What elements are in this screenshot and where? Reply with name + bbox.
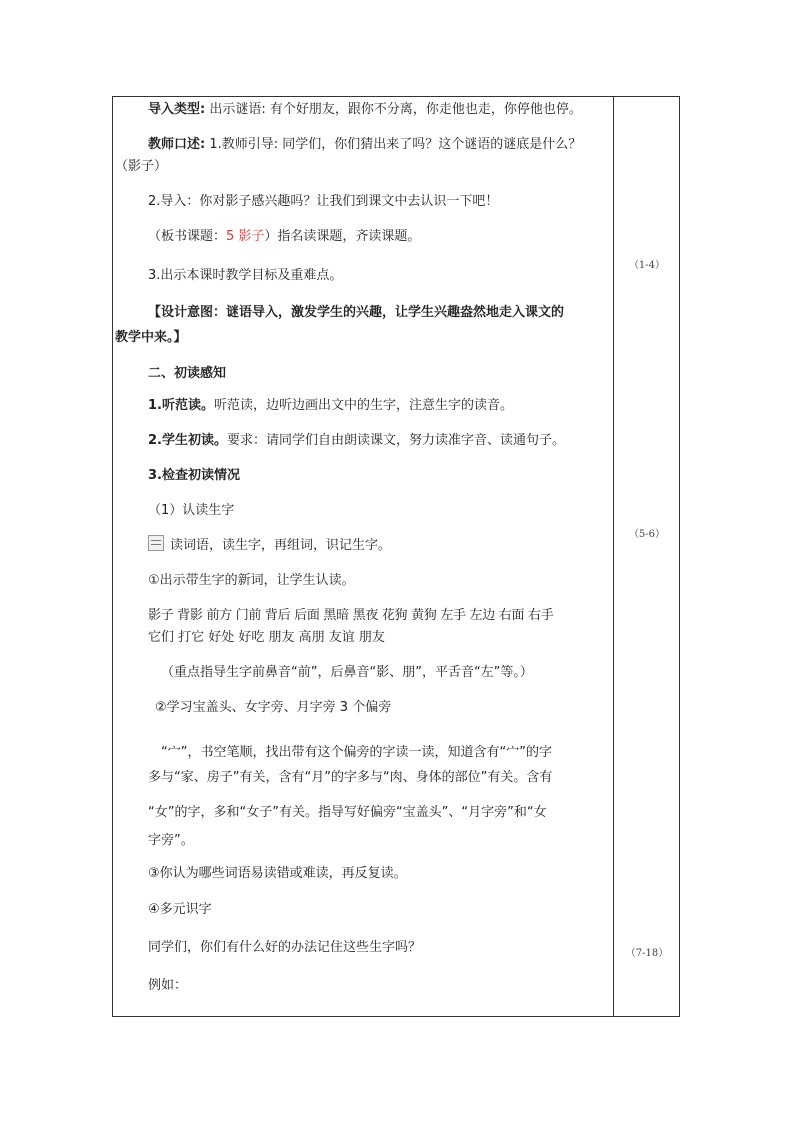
design-intent-line-2: 教学中来。】	[115, 330, 187, 345]
time-mark-2: （5-6）	[628, 529, 666, 540]
question-line: 同学们，你们有什么好的办法记住这些生字吗？	[148, 940, 422, 955]
listen-reading-label: 1.听范读。	[148, 398, 214, 413]
check-reading-line: 3.检查初读情况	[148, 468, 240, 483]
student-reading-text: 要求：请同学们自由朗读课文，努力读准字音、读通句子。	[226, 433, 565, 448]
lesson-content-cell	[113, 97, 613, 1016]
time-mark-1: （1-4）	[628, 260, 666, 271]
practice-text: 读词语，读生字，再组词，识记生字。	[170, 538, 392, 553]
practice-line	[148, 535, 648, 557]
recognize-chars-line: （1）认读生字	[148, 503, 235, 518]
radicals-line: ②学习宝盖头、女字旁、月字旁 3 个偏旁	[155, 700, 392, 715]
lead-in-line: 2.导入：你对影子感兴趣吗？让我们到课文中去认识一下吧！	[148, 194, 499, 209]
time-mark-3: （7-18）	[625, 948, 669, 959]
word-list-line-2: 它们 打它 好处 好吃 朋友 高朋 友谊 朋友	[148, 630, 385, 645]
word-list-line-1: 影子 背影 前方 门前 背后 后面 黑暗 黑夜 花狗 黄狗 左手 左边 右面 右手	[148, 608, 554, 623]
board-title-line	[148, 226, 648, 248]
board-title-red: 5 影子	[226, 229, 265, 244]
reread-line: ③你认为哪些词语易读错或难读，再反复读。	[148, 866, 407, 881]
answer-line: （影子）	[115, 159, 168, 174]
student-reading-label: 2.学生初读。	[148, 433, 227, 448]
multi-literacy-line: ④多元识字	[148, 902, 212, 917]
radicals-desc-line-2: 多与“家、房子”有关，含有“月”的字多与“肉、身体的部位”有关。含有	[148, 770, 553, 785]
radicals-desc-line-4: 字旁”。	[148, 833, 194, 848]
listen-reading-line	[148, 395, 648, 417]
note-icon	[148, 535, 164, 551]
intro-type-line	[148, 99, 648, 121]
design-intent-line-1: 【设计意图：谜语导入，激发学生的兴趣，让学生兴趣盎然地走入课文的	[148, 305, 565, 320]
pronunciation-note-line: （重点指导生字前鼻音“前”，后鼻音“影、朋”，平舌音“左”等。）	[161, 665, 533, 680]
intro-type-text: 出示谜语: 有个好朋友，跟你不分离，你走他也走，你停他也停。	[205, 102, 582, 117]
listen-reading-text: 听范读，边听边画出文中的生字，注意生字的读音。	[213, 398, 513, 413]
objectives-line: 3.出示本课时教学目标及重难点。	[148, 268, 343, 283]
intro-type-label: 导入类型:	[148, 102, 206, 117]
show-words-line: ①出示带生字的新词，让学生认读。	[148, 573, 355, 588]
board-title-pre: （板书课题：	[148, 229, 227, 244]
radicals-desc-line-1: “宀”，书空笔顺，找出带有这个偏旁的字读一读，知道含有“宀”的字	[161, 745, 552, 760]
teacher-speech-line	[148, 134, 648, 156]
lesson-plan-table	[112, 96, 680, 1017]
student-reading-line	[148, 430, 648, 452]
example-line: 例如：	[148, 978, 188, 993]
teacher-speech-label: 教师口述:	[148, 137, 206, 152]
teacher-speech-text: 1.教师引导: 同学们，你们猜出来了吗？这个谜语的谜底是什么？	[205, 137, 582, 152]
section-heading-initial-reading: 二、初读感知	[148, 366, 227, 381]
board-title-post: ）指名读课题，齐读课题。	[264, 229, 421, 244]
radicals-desc-line-3: “女”的字，多和“女子”有关。指导写好偏旁“宝盖头”、“月字旁”和“女	[148, 805, 547, 820]
